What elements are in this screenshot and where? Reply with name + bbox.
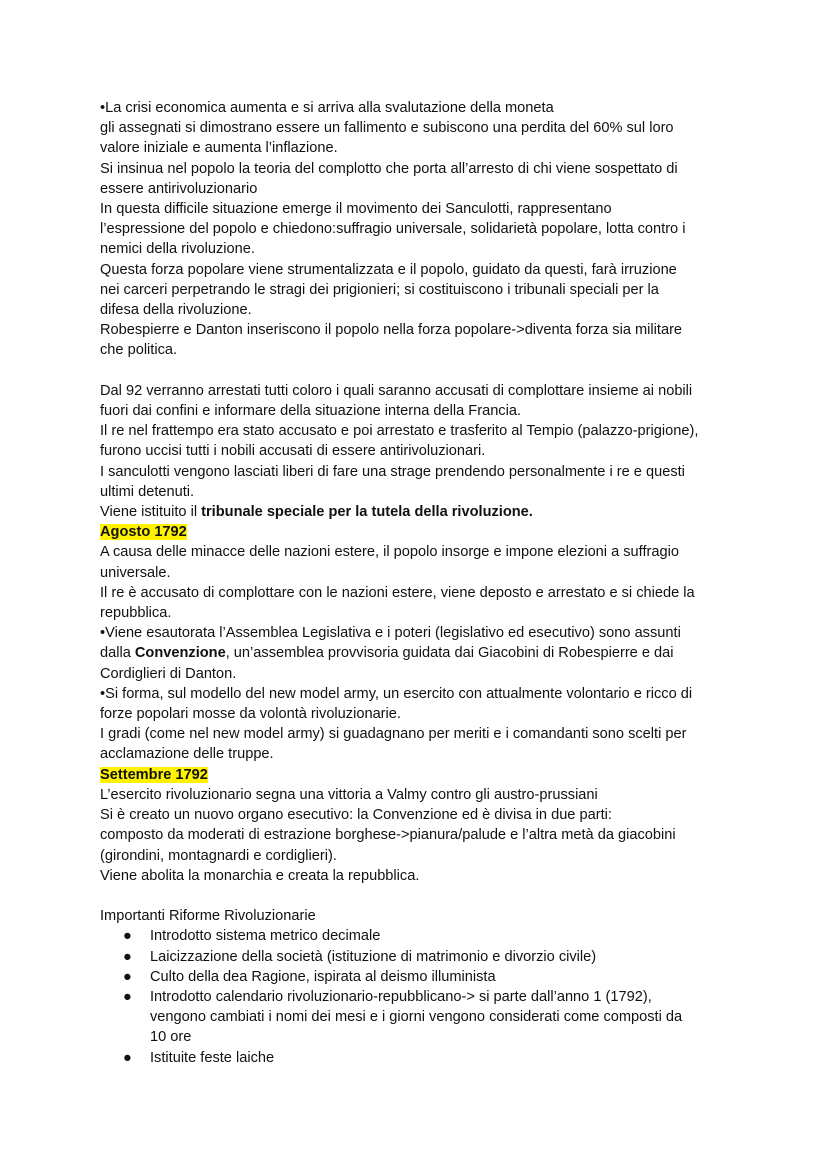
riforme-list — [100, 926, 728, 1067]
list-item-text: Laicizzazione della società (istituzione di matrimonio e divorzio civile) — [150, 948, 597, 965]
convenzione-line — [100, 643, 728, 663]
convenzione-suffix: , un’assemblea provvisoria guidata dai Giacobini di Robespierre e dai — [225, 645, 674, 662]
riforme-title: Importanti Riforme Rivoluzionarie — [100, 908, 316, 925]
tribunal-bold: tribunale speciale per la tutela della rivoluzione. — [201, 504, 533, 521]
text-line: valore iniziale e aumenta l’inflazione. — [100, 140, 338, 157]
blank-line — [100, 361, 728, 381]
text-line: Viene abolita la monarchia e creata la repubblica. — [100, 867, 420, 884]
text-line: acclamazione delle truppe. — [100, 746, 274, 763]
section-heading-agosto: Agosto 1792 — [100, 524, 187, 541]
text-line: nemici della rivoluzione. — [100, 241, 255, 258]
list-item — [100, 926, 728, 946]
text-line: In questa difficile situazione emerge il movimento dei Sanculotti, rappresentano — [100, 201, 612, 218]
bullet-icon: ● — [123, 968, 132, 985]
list-item-text: vengono cambiati i nomi dei mesi e i giorni vengono considerati come composti da — [150, 1009, 683, 1026]
bullet-icon: ● — [123, 928, 132, 945]
section-agosto-1792 — [100, 522, 728, 764]
heading-line — [100, 765, 728, 785]
text-line: Robespierre e Danton inseriscono il popolo nella forza popolare->diventa forza sia militare — [100, 322, 683, 339]
text-line: (girondini, montagnardi e cordiglieri). — [100, 847, 337, 864]
text-line: Questa forza popolare viene strumentalizzata e il popolo, guidato da questi, farà irruzione — [100, 261, 677, 278]
text-line: Il re nel frattempo era stato accusato e poi arrestato e trasferito al Tempio (palazzo-prigione), — [100, 423, 699, 440]
text-line: nei carceri perpetrando le stragi dei prigionieri; si costituiscono i tribunali speciali per la — [100, 281, 659, 298]
list-item — [100, 1048, 728, 1068]
bullet-icon: ● — [123, 948, 132, 965]
text-line: universale. — [100, 564, 171, 581]
text-line: che politica. — [100, 342, 178, 359]
tribunal-line — [100, 502, 728, 522]
list-item — [100, 947, 728, 967]
heading-line — [100, 522, 728, 542]
list-item-text: Introdotto calendario rivoluzionario-repubblicano-> si parte dall’anno 1 (1792), — [150, 988, 652, 1005]
text-line: difesa della rivoluzione. — [100, 302, 252, 319]
text-line: fuori dai confini e informare della situazione interna della Francia. — [100, 403, 522, 420]
text-line: essere antirivoluzionario — [100, 180, 258, 197]
list-item — [100, 967, 728, 987]
list-item-text: Introdotto sistema metrico decimale — [150, 928, 381, 945]
text-line: ultimi detenuti. — [100, 483, 195, 500]
tribunal-prefix: Viene istituito il — [100, 504, 202, 521]
section-settembre-1792 — [100, 765, 728, 886]
text-line: forze popolari mosse da volontà rivoluzionarie. — [100, 706, 401, 723]
text-line: I sanculotti vengono lasciati liberi di fare una strage prendendo personalmente i re e questi — [100, 463, 685, 480]
convenzione-prefix: dalla — [100, 645, 135, 662]
text-line: l’espressione del popolo e chiedono:suffragio universale, solidarietà popolare, lotta contro i — [100, 221, 686, 238]
paragraph-crisi — [100, 98, 728, 361]
list-item — [100, 987, 728, 1048]
text-line: •La crisi economica aumenta e si arriva alla svalutazione della moneta — [100, 100, 554, 116]
paragraph-arresti — [100, 381, 728, 522]
section-riforme — [100, 906, 728, 1068]
list-item-text: 10 ore — [150, 1029, 192, 1046]
text-line: A causa delle minacce delle nazioni estere, il popolo insorge e impone elezioni a suffragio — [100, 544, 679, 561]
text-line: repubblica. — [100, 605, 172, 622]
section-heading-settembre: Settembre 1792 — [100, 766, 208, 783]
bullet-icon: ● — [123, 1049, 132, 1066]
text-line: gli assegnati si dimostrano essere un fallimento e subiscono una perdita del 60% sul loro — [100, 120, 674, 137]
text-line: Si è creato un nuovo organo esecutivo: la Convenzione ed è divisa in due parti: — [100, 807, 612, 824]
text-line: Cordiglieri di Danton. — [100, 665, 237, 682]
bullet-icon: ● — [123, 988, 132, 1005]
convenzione-bold: Convenzione — [134, 645, 226, 662]
text-line: Si insinua nel popolo la teoria del complotto che porta all’arresto di chi viene sospettato di — [100, 160, 678, 177]
text-line: furono uccisi tutti i nobili accusati di essere antirivoluzionari. — [100, 443, 486, 460]
text-line: •Viene esautorata l’Assemblea Legislativa e i poteri (legislativo ed esecutivo) sono assunti — [100, 625, 681, 642]
text-line: Il re è accusato di complottare con le nazioni estere, viene deposto e arrestato e si chiede la — [100, 584, 695, 601]
text-line: I gradi (come nel new model army) si guadagnano per meriti e i comandanti sono scelti per — [100, 726, 687, 743]
list-item-text: Istituite feste laiche — [150, 1049, 275, 1066]
text-line: •Si forma, sul modello del new model army, un esercito con attualmente volontario e ricco di — [100, 685, 693, 702]
list-item-text: Culto della dea Ragione, ispirata al deismo illuminista — [150, 968, 496, 985]
text-line: Dal 92 verranno arrestati tutti coloro i quali saranno accusati di complottare insieme ai nobili — [100, 382, 693, 399]
text-line: L’esercito rivoluzionario segna una vittoria a Valmy contro gli austro-prussiani — [100, 786, 598, 803]
blank-line — [100, 886, 728, 906]
text-line: composto da moderati di estrazione borghese->pianura/palude e l’altra metà da giacobini — [100, 827, 676, 844]
